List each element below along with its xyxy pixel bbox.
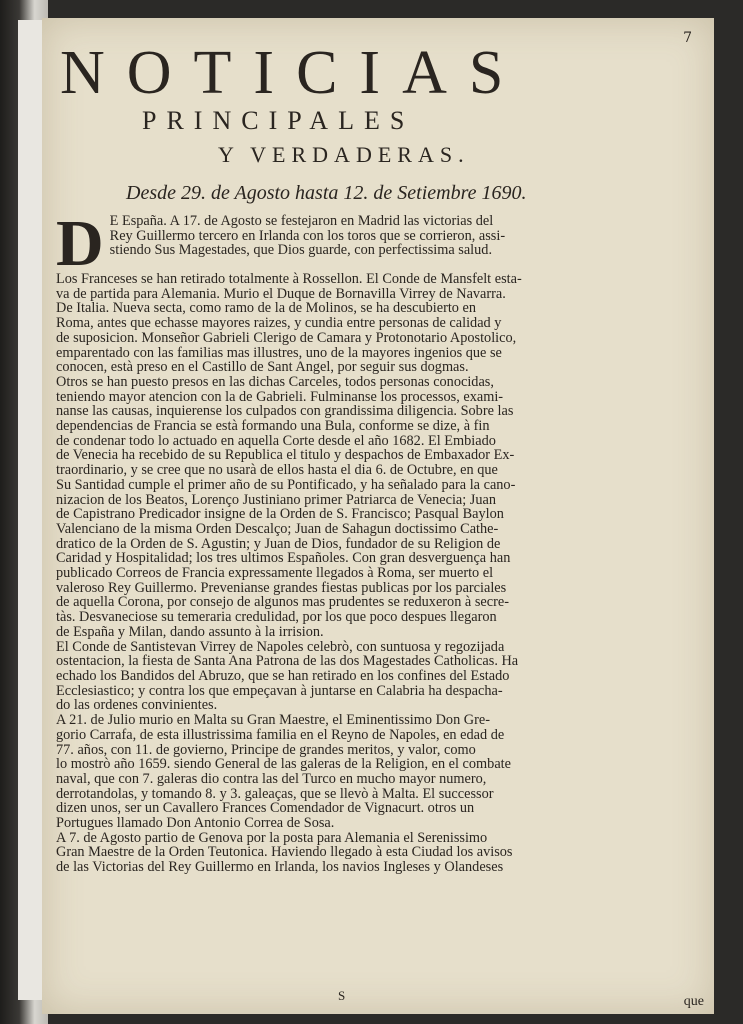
page-subtitle-secondary: Y VERDADERAS. [218,142,470,167]
text-line: Rey Guillermo tercero en Irlanda con los toros que se corrieron, assi- [109,228,506,244]
catchword: que [683,994,704,1009]
text-line: de las Victorias del Rey Guillermo en Irlanda, los navios Ingleses y Olandeses [56,860,504,875]
text-line: El Conde de Santistevan Virrey de Napoles celebrò, con suntuosa y regozijada [56,639,505,655]
text-line: dizen unos, ser un Cavallero Frances Comendador de Vignacurt. otros un [56,801,475,817]
corner-mark: 7 [683,30,692,46]
text-line: do las ordenes convinientes. [56,698,218,714]
text-line: de España y Milan, dando assunto à la irrision. [56,624,324,640]
text-line: De Italia. Nueva secta, como ramo de la de Molinos, se ha descubierto en [56,301,477,317]
text-line: Roma, antes que echasse mayores raizes, y cundia entre personas de calidad y [56,316,502,331]
opening-paragraph [56,214,632,272]
text-line: Otros se han puesto presos en las dichas Carceles, todos personas conocidas, [56,374,494,390]
text-line: Gran Maestre de la Orden Teutonica. Haviendo llegado à esta Ciudad los avisos [56,845,513,861]
page-subtitle: PRINCIPALES [142,106,415,135]
text-line: gorio Carrafa, de esta illustrissima familia en el Reyno de Napoles, en edad de [56,727,505,743]
text-line: de condenar todo lo actuado en aquella Corte desde el año 1682. El Embiado [56,433,496,449]
drop-cap: D [56,214,104,272]
dateline: Desde 29. de Agosto hasta 12. de Setiembre 1690. [126,182,527,204]
text-line: tàs. Desvaneciose su temeraria credulidad, por los que poco despues llegaron [56,610,497,625]
text-line: de Venecia ha recebido de su Republica el titulo y despachos de Embaxador Ex- [56,448,515,464]
text-line: ostentacion, la fiesta de Santa Ana Patrona de las dos Magestades Catholicas. Ha [56,654,519,669]
text-line: echado los Bandidos del Abruzo, que se han retirado en los confines del Estado [56,668,510,684]
text-line: nanse las causas, inquierense los culpados con grandissima diligencia. Sobre las [56,404,514,420]
text-line: traordinario, y se cree que no usarà de ellos hasta el dia 6. de Octubre, en que [56,463,498,478]
document-page [42,18,714,1014]
text-line: Caridad y Hospitalidad; los tres ultimos Españoles. Con gran desverguença han [56,551,511,567]
text-line: nizacion de los Beatos, Lorenço Justiniano primer Patriarca de Venecia; Juan [56,492,497,508]
text-line: 77. años, con 11. de govierno, Principe de grandes meritos, y valor, como [56,742,476,758]
text-line: de suposicion. Monseñor Gabrieli Clerigo de Camara y Protonotario Apostolico, [56,330,517,346]
text-line: conocen, està preso en el Castillo de Sant Angel, por seguir sus dogmas. [56,360,469,375]
text-line: Su Santidad cumple el primer año de su Pontificado, y ha señalado para la cano- [56,477,516,493]
text-line: de aquella Corona, por consejo de algunos mas prudentes se reduxeron à secre- [56,595,509,611]
text-line: Los Franceses se han retirado totalmente à Rossellon. El Conde de Mansfelt esta- [56,272,522,287]
text-line: valeroso Rey Guillermo. Prevenianse grandes fiestas publicas por los parciales [56,580,507,596]
text-line: A 7. de Agosto partio de Genova por la posta para Alemania el Serenissimo [56,830,488,846]
text-line: A 21. de Julio murio en Malta su Gran Maestre, el Eminentissimo Don Gre- [56,713,490,728]
text-line: naval, que con 7. galeras dio contra las del Turco en mucho mayor numero, [56,771,487,787]
text-line: Ecclesiastico; y contra los que empeçavan à juntarse en Calabria ha despacha- [56,683,503,699]
text-line: teniendo mayor atencion con la de Gabrieli. Fulminanse los processos, exami- [56,389,504,405]
text-line: Valenciano de la misma Orden Descalço; Juan de Sahagun doctissimo Cathe- [56,521,499,537]
text-line: derrotandolas, y tomando 8. y 3. galeaças, que se llevò à Malta. El successor [56,786,494,802]
text-line: emparentado con las familias mas illustres, uno de la mayores ingenios que se [56,345,502,361]
text-line: Portugues llamado Don Antonio Correa de Sosa. [56,816,335,831]
text-line: dratico de la Orden de S. Agustin; y Juan de Dios, fundador de su Religion de [56,536,501,552]
text-lines [56,272,632,875]
body-text [56,214,632,875]
text-line: dependencias de Francia se està formando una Bula, conforme se dize, à fin [56,419,490,434]
text-line: E España. A 17. de Agosto se festejaron en Madrid las victorias del [109,214,494,229]
signature-mark: S [338,988,346,1003]
page-title: NOTICIAS [60,39,526,107]
text-line: lo mostrò año 1659. siendo General de las galeras de la Religion, en el combate [56,757,511,772]
text-line: de Capistrano Predicador insigne de la Orden de S. Francisco; Pasqual Baylon [56,507,504,522]
text-line: publicado Correos de Francia expressamente llegados à Roma, ser muerto el [56,566,494,581]
text-line: va de partida para Alemania. Murio el Duque de Bornavilla Virrey de Navarra. [56,286,506,302]
text-line: stiendo Sus Magestades, que Dios guarde, con perfectissima salud. [109,243,493,259]
